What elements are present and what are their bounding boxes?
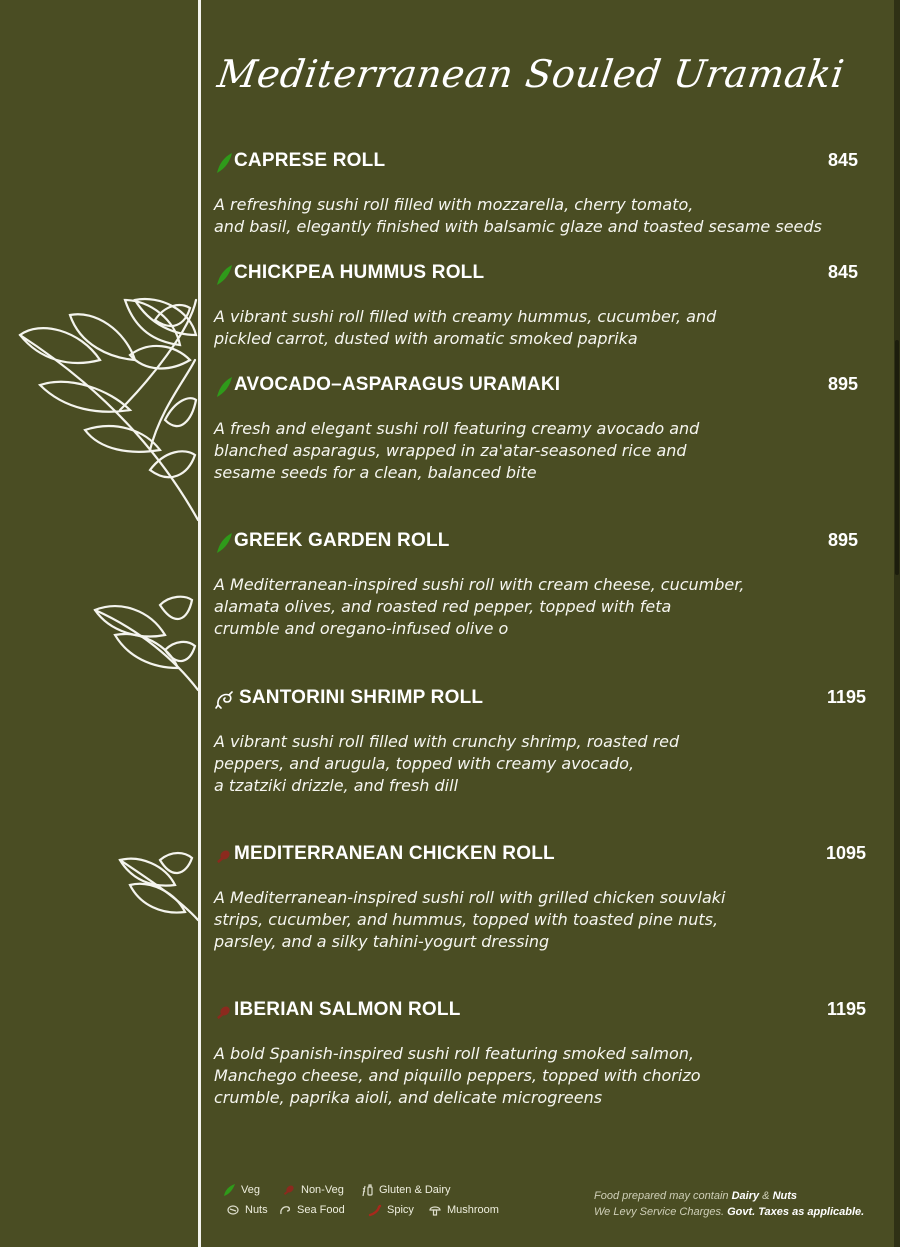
allergen-note <box>594 1188 874 1220</box>
item-name: CHICKPEA HUMMUS ROLL <box>234 262 485 283</box>
legend-veg-label: Veg <box>241 1184 260 1196</box>
mushroom-icon <box>428 1203 442 1217</box>
veg-leaf-icon <box>214 532 234 554</box>
item-price: 1095 <box>825 843 866 863</box>
divider-line <box>198 0 201 1247</box>
legend-spicy <box>368 1203 414 1217</box>
service-charge-text: We Levy Service Charges. <box>594 1206 728 1218</box>
menu-item <box>214 374 866 484</box>
item-price: 895 <box>827 374 858 394</box>
legend-mushroom <box>428 1203 499 1217</box>
allergen-note-line1 <box>594 1188 874 1204</box>
item-price: 1195 <box>826 999 866 1019</box>
item-name: AVOCADO–ASPARAGUS URAMAKI <box>234 374 561 395</box>
veg-leaf-icon <box>222 1183 236 1197</box>
shrimp-icon <box>214 689 234 711</box>
menu-item <box>214 843 866 953</box>
item-description: A fresh and elegant sushi roll featuring creamy avocado and blanched asparagus, wrapped in za'atar-seasoned rice and sesame seeds for a clean, balanced bite <box>214 419 700 482</box>
veg-leaf-icon <box>214 376 234 398</box>
note-amp: & <box>759 1190 773 1202</box>
legend-seafood <box>278 1203 345 1217</box>
menu-item <box>214 530 866 640</box>
wheat-milk-icon <box>360 1183 374 1197</box>
item-price: 1195 <box>826 687 866 707</box>
item-price: 895 <box>827 530 858 550</box>
service-charge-note <box>594 1204 874 1220</box>
shrimp-icon <box>278 1203 292 1217</box>
legend-seafood-label: Sea Food <box>297 1204 345 1216</box>
menu-item <box>214 687 866 797</box>
note-nuts: Nuts <box>772 1190 798 1202</box>
taxes-text: Govt. Taxes as applicable. <box>727 1206 865 1218</box>
nonveg-leg-icon <box>282 1183 296 1197</box>
item-description: A Mediterranean-inspired sushi roll with cream cheese, cucumber, alamata olives, and roasted red pepper, topped with feta crumble and oregano-infused olive o <box>214 575 745 638</box>
item-name: SANTORINI SHRIMP ROLL <box>239 687 484 708</box>
legend-gluten-dairy <box>360 1183 451 1197</box>
legend-nonveg <box>282 1183 344 1197</box>
item-description: A vibrant sushi roll filled with crunchy shrimp, roasted red peppers, and arugula, topped with creamy avocado, a tzatziki drizzle, and fresh dill <box>214 732 680 795</box>
legend-nonveg-label: Non-Veg <box>301 1184 344 1196</box>
item-description: A bold Spanish-inspired sushi roll featuring smoked salmon, Manchego cheese, and piquillo peppers, topped with chorizo crumble, paprika aioli, and delicate microgreens <box>214 1044 701 1107</box>
nonveg-leg-icon <box>214 845 234 867</box>
item-price: 845 <box>827 150 858 170</box>
nonveg-leg-icon <box>214 1001 234 1023</box>
legend-veg <box>222 1183 260 1197</box>
item-description: A Mediterranean-inspired sushi roll with grilled chicken souvlaki strips, cucumber, and hummus, topped with toasted pine nuts, parsley, and a silky tahini-yogurt dressing <box>214 888 726 951</box>
item-description: A refreshing sushi roll filled with mozzarella, cherry tomato, and basil, elegantly finished with balsamic glaze and toasted sesame seeds <box>214 195 822 236</box>
legend-spicy-label: Spicy <box>387 1204 414 1216</box>
scrollbar-thumb[interactable] <box>895 340 899 575</box>
legend-mushroom-label: Mushroom <box>447 1204 499 1216</box>
item-name: IBERIAN SALMON ROLL <box>234 999 461 1020</box>
menu-item <box>214 262 866 350</box>
veg-leaf-icon <box>214 264 234 286</box>
menu-title: Mediterranean Souled Uramaki <box>214 52 848 96</box>
legend-gluten-dairy-label: Gluten & Dairy <box>379 1184 451 1196</box>
item-name: MEDITERRANEAN CHICKEN ROLL <box>234 843 555 864</box>
chili-icon <box>368 1203 382 1217</box>
legend-nuts-label: Nuts <box>245 1204 268 1216</box>
menu-item <box>214 999 866 1109</box>
page-edge <box>894 0 900 1247</box>
item-description: A vibrant sushi roll filled with creamy hummus, cucumber, and pickled carrot, dusted with aromatic smoked paprika <box>214 307 717 348</box>
olive-branch-illustration <box>0 0 200 1247</box>
note-dairy: Dairy <box>731 1190 760 1202</box>
note-prefix: Food prepared may contain <box>594 1190 732 1202</box>
nut-icon <box>226 1203 240 1217</box>
veg-leaf-icon <box>214 152 234 174</box>
legend-nuts <box>226 1203 268 1217</box>
item-name: GREEK GARDEN ROLL <box>234 530 450 551</box>
menu-item <box>214 150 866 238</box>
item-name: CAPRESE ROLL <box>234 150 386 171</box>
item-price: 845 <box>827 262 858 282</box>
